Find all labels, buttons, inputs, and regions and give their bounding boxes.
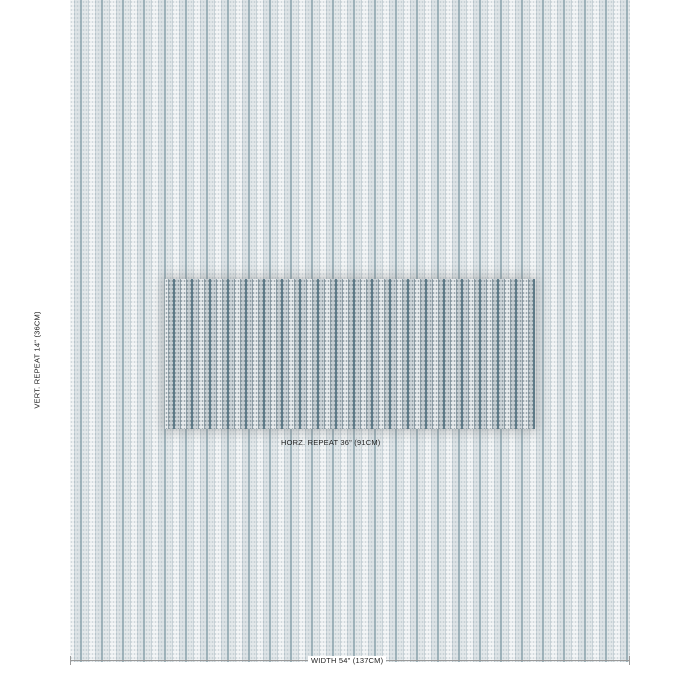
- repeat-swatch: [165, 279, 535, 429]
- width-measure-tick-left: [70, 656, 71, 665]
- width-measure-tick-right: [629, 656, 630, 665]
- vertical-repeat-label: VERT. REPEAT 14" (36CM): [32, 311, 42, 409]
- horizontal-repeat-label: HORZ. REPEAT 36" (91CM): [281, 438, 381, 447]
- width-label: WIDTH 54" (137CM): [308, 656, 386, 665]
